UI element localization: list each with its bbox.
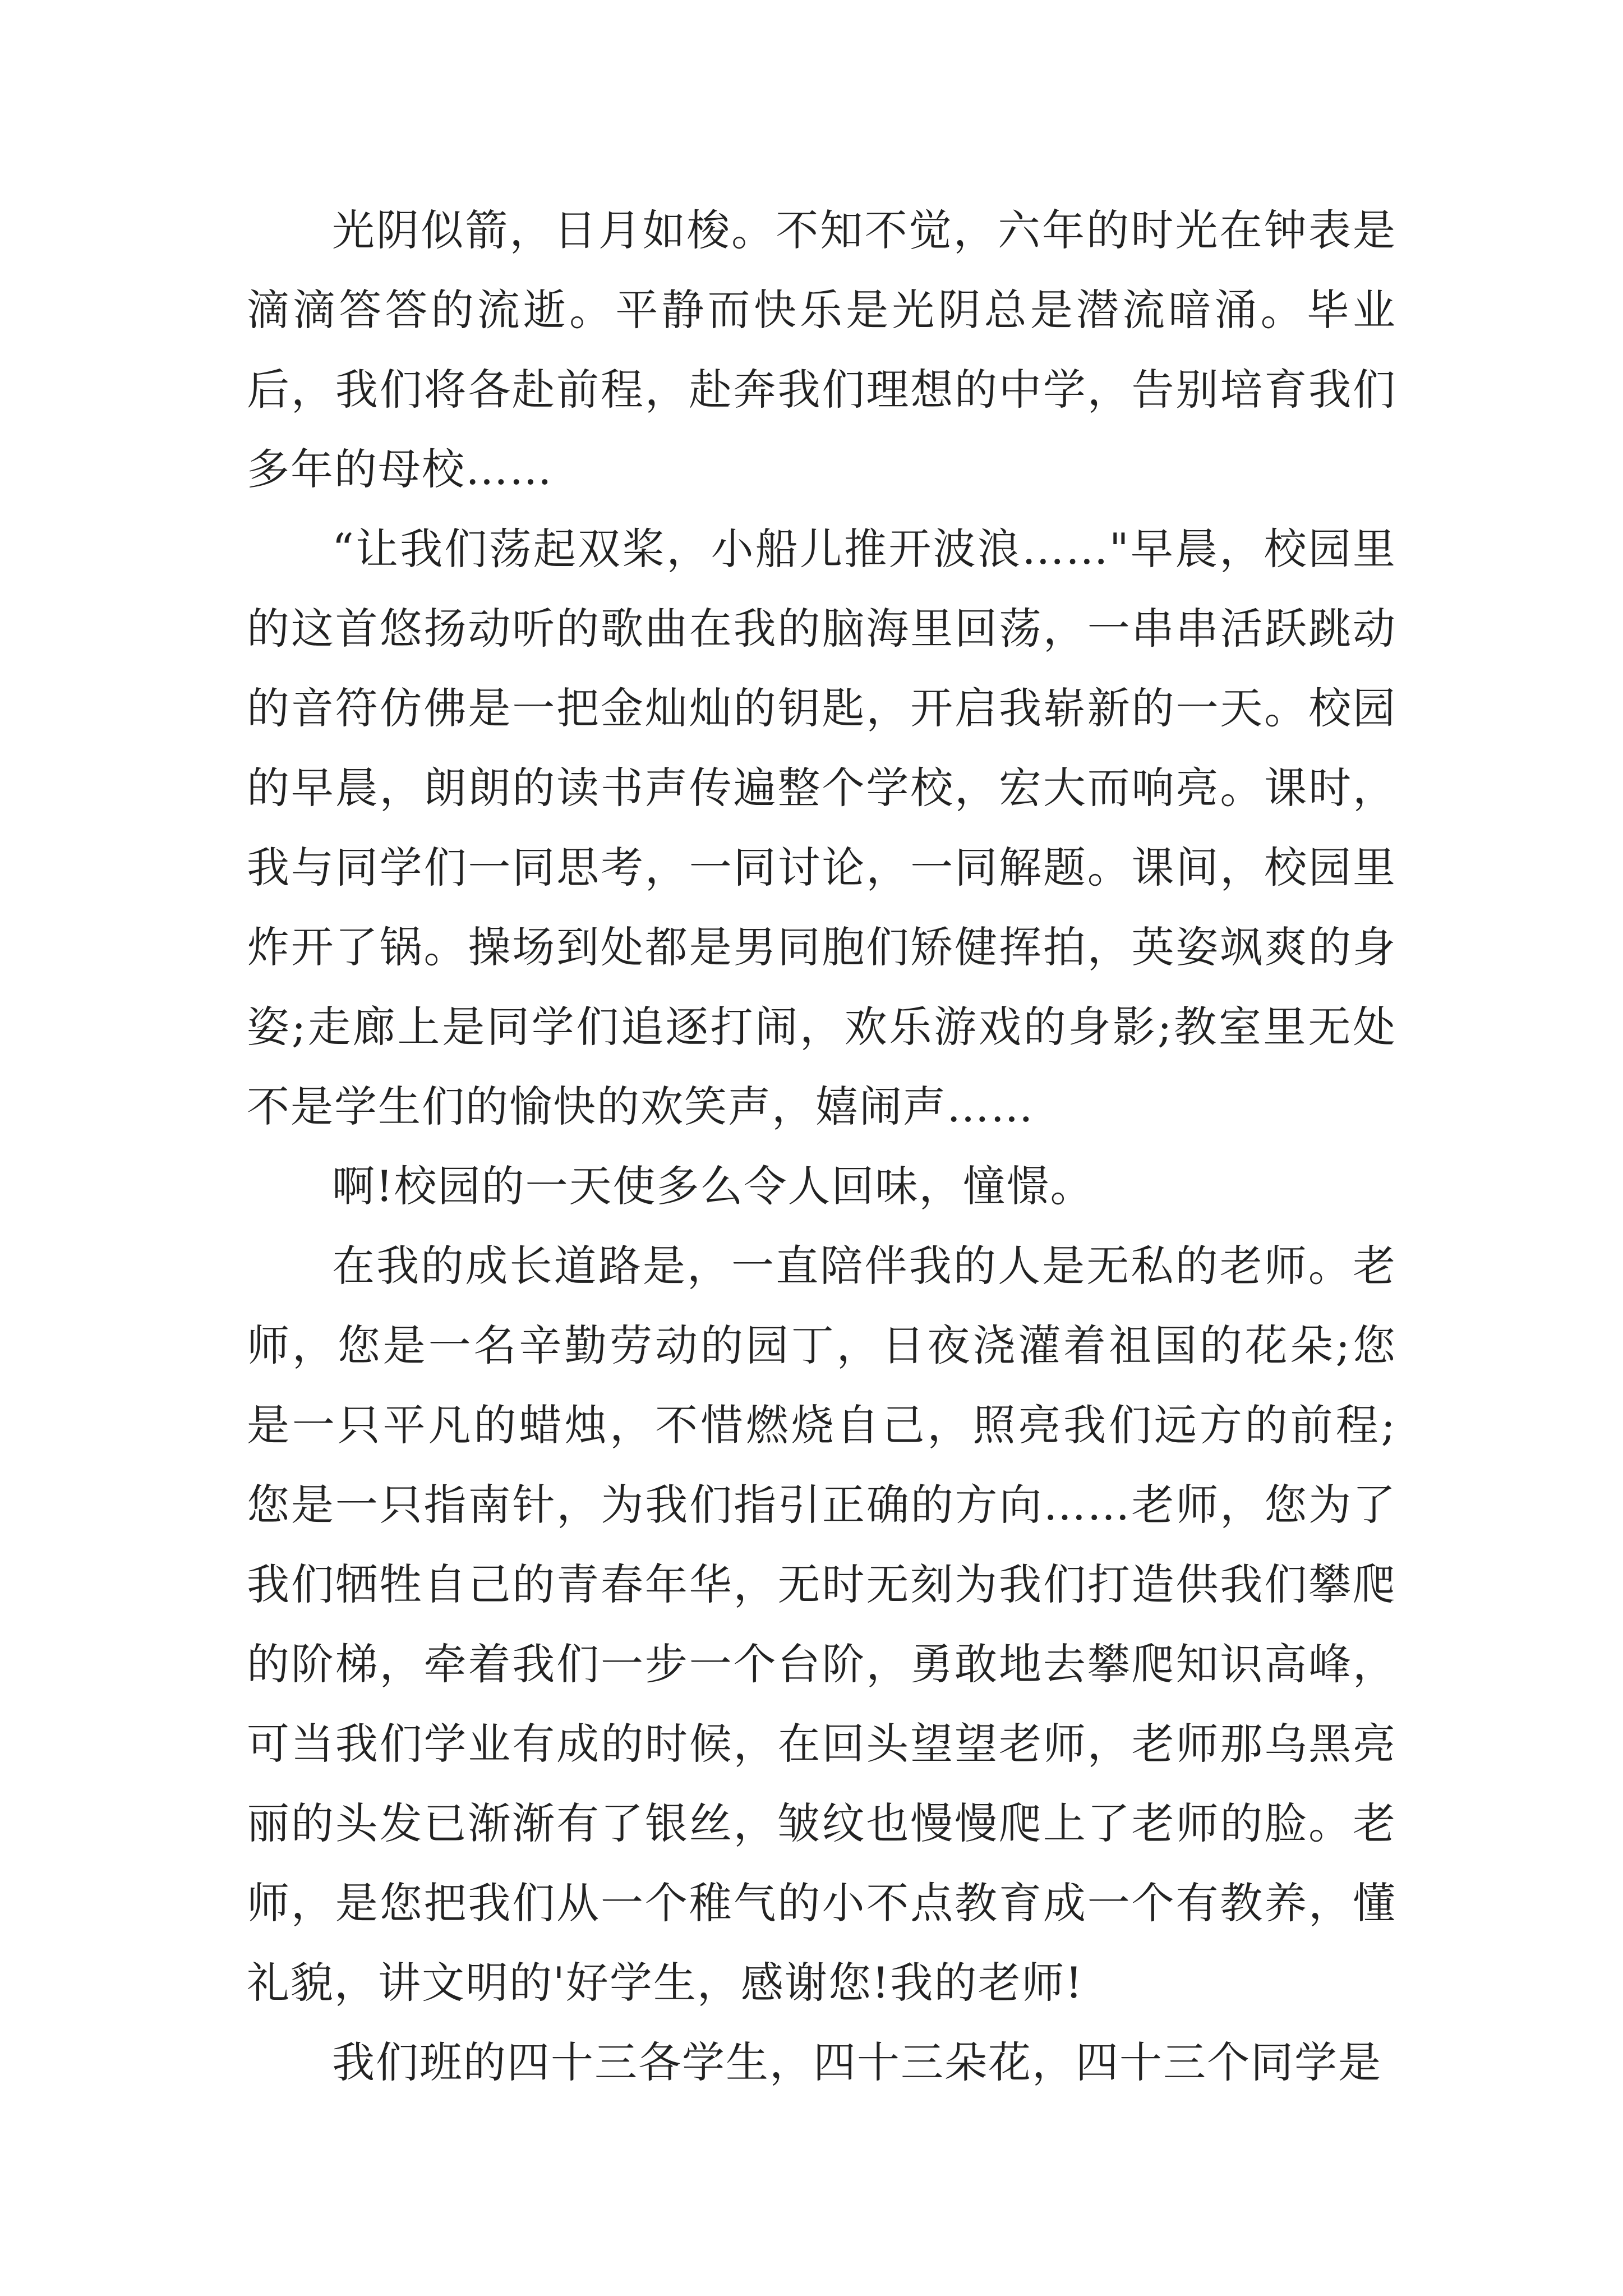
- paragraph-1: 光阴似箭，日月如梭。不知不觉，六年的时光在钟表是滴滴答答的流逝。平静而快乐是光阴总是潜流暗涌。毕业后，我们将各赴前程，赴奔我们理想的中学，告别培育我们多年的母校……: [247, 205, 1396, 494]
- paragraph-2: “让我们荡起双桨，小船儿推开波浪……"早晨，校园里的这首悠扬动听的歌曲在我的脑海里回荡，一串串活跃跳动的音符仿佛是一把金灿灿的钥匙，开启我崭新的一天。校园的早晨，朗朗的读书声传遍整个学校，宏大而响亮。课时，我与同学们一同思考，一同讨论，一同解题。课间，校园里炸开了锅。操场到处都是男同胞们矫健挥拍，英姿飒爽的身姿;走廊上是同学们追逐打闹，欢乐游戏的身影;教室里无处不是学生们的愉快的欢笑声，嬉闹声……: [247, 524, 1396, 1131]
- document-body: [247, 191, 1396, 2102]
- paragraph-3: 啊!校园的一天使多么令人回味，憧憬。: [332, 1161, 1094, 1211]
- paragraph-5: 我们班的四十三各学生，四十三朵花，四十三个同学是: [332, 2037, 1382, 2087]
- paragraph-4: 在我的成长道路是，一直陪伴我的人是无私的老师。老师，您是一名辛勤劳动的园丁，日夜浇灌着祖国的花朵;您是一只平凡的蜡烛，不惜燃烧自己，照亮我们远方的前程;您是一只指南针，为我们指引正确的方向……老师，您为了我们牺牲自己的青春年华，无时无刻为我们打造供我们攀爬的阶梯，牵着我们一步一个台阶，勇敢地去攀爬知识高峰，可当我们学业有成的时候，在回头望望老师，老师那乌黑亮丽的头发已渐渐有了银丝，皱纹也慢慢爬上了老师的脸。老师，是您把我们从一个稚气的小不点教育成一个有教养，懂礼貌，讲文明的'好学生，感谢您!我的老师!: [247, 1241, 1396, 2008]
